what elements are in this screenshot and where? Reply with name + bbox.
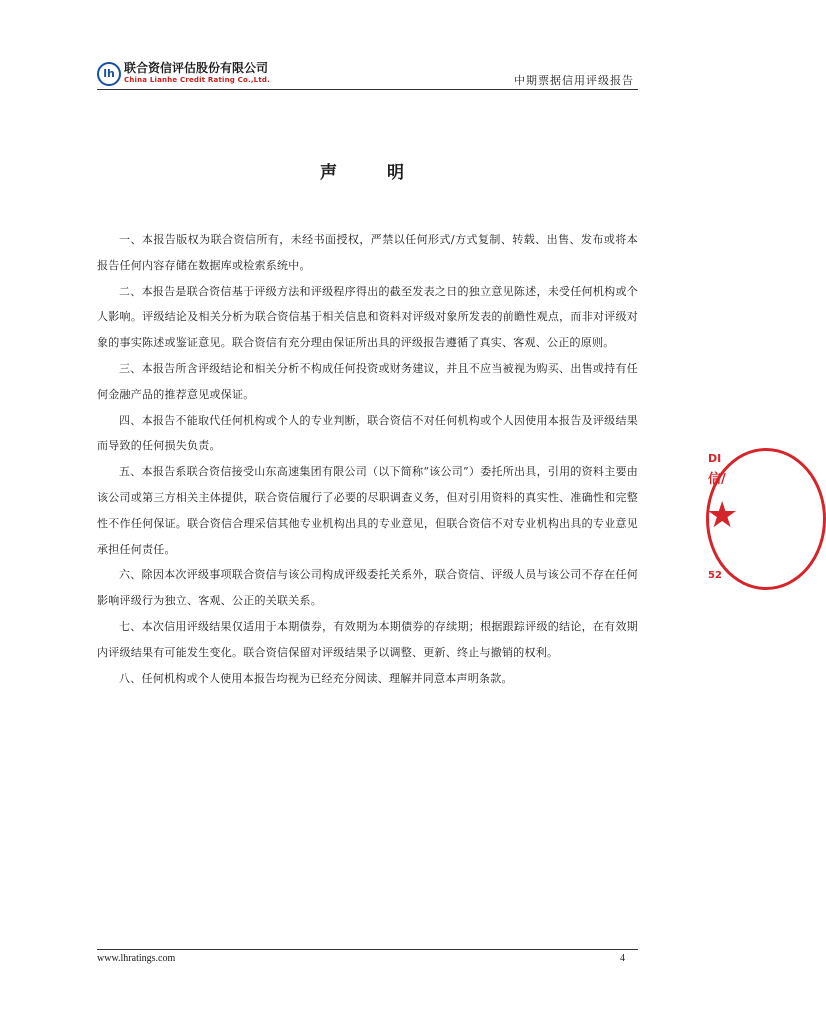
statement-paragraph-6: 六、除因本次评级事项联合资信与该公司构成评级委托关系外，联合资信、评级人员与该公司不存在任何影响评级行为独立、客观、公正的关联关系。 bbox=[97, 568, 638, 608]
footer-divider bbox=[97, 949, 638, 950]
seal-text-mid: 信/ bbox=[708, 472, 726, 487]
seal-text-bottom: 52 bbox=[708, 570, 722, 581]
statement-body bbox=[97, 227, 638, 691]
company-logo bbox=[97, 58, 277, 90]
official-seal-stamp bbox=[706, 448, 739, 590]
statement-paragraph-4: 四、本报告不能取代任何机构或个人的专业判断，联合资信不对任何机构或个人因使用本报告及评级结果而导致的任何损失负责。 bbox=[97, 413, 638, 453]
statement-paragraph-5: 五、本报告系联合资信接受山东高速集团有限公司（以下简称“该公司”）委托所出具，引用的资料主要由该公司或第三方相关主体提供，联合资信履行了必要的尽职调查义务，但对引用资料的真实性、准确性和完整性不作任何保证。联合资信合理采信其他专业机构出具的专业意见，但联合资信不对专业机构出具的专业意见承担任何责任。 bbox=[97, 465, 638, 556]
statement-paragraph-8: 八、任何机构或个人使用本报告均视为已经充分阅读、理解并同意本声明条款。 bbox=[119, 671, 513, 685]
statement-paragraph-3: 三、本报告所含评级结论和相关分析不构成任何投资或财务建议，并且不应当被视为购买、出售或持有任何金融产品的推荐意见或保证。 bbox=[97, 361, 638, 401]
page-title: 声 明 bbox=[320, 163, 426, 183]
seal-star-icon: ★ bbox=[706, 495, 739, 536]
footer-website: www.lhratings.com bbox=[97, 953, 176, 964]
statement-paragraph-1: 一、本报告版权为联合资信所有，未经书面授权，严禁以任何形式/方式复制、转载、出售、发布或将本报告任何内容存储在数据库或检索系统中。 bbox=[97, 233, 638, 272]
page-header bbox=[97, 58, 638, 90]
report-type-label: 中期票据信用评级报告 bbox=[514, 74, 634, 87]
company-name-cn: 联合资信评估股份有限公司 bbox=[124, 61, 269, 75]
company-name-en: China Lianhe Credit Rating Co.,Ltd. bbox=[124, 76, 270, 84]
statement-paragraph-2: 二、本报告是联合资信基于评级方法和评级程序得出的截至发表之日的独立意见陈述，未受任何机构或个人影响。评级结论及相关分析为联合资信基于相关信息和资料对评级对象所发表的前瞻性观点，而非对评级对象的事实陈述或鉴证意见。联合资信有充分理由保证所出具的评级报告遵循了真实、客观、公正的原则。 bbox=[97, 284, 638, 350]
statement-paragraph-7: 七、本次信用评级结果仅适用于本期债券，有效期为本期债券的存续期；根据跟踪评级的结论，在有效期内评级结果有可能发生变化。联合资信保留对评级结果予以调整、更新、终止与撤销的权利。 bbox=[97, 619, 638, 659]
seal-text-top: DI bbox=[708, 452, 722, 465]
page-number: 4 bbox=[620, 953, 625, 964]
header-divider bbox=[97, 89, 638, 90]
lianhe-logo-icon: lh bbox=[97, 62, 121, 86]
